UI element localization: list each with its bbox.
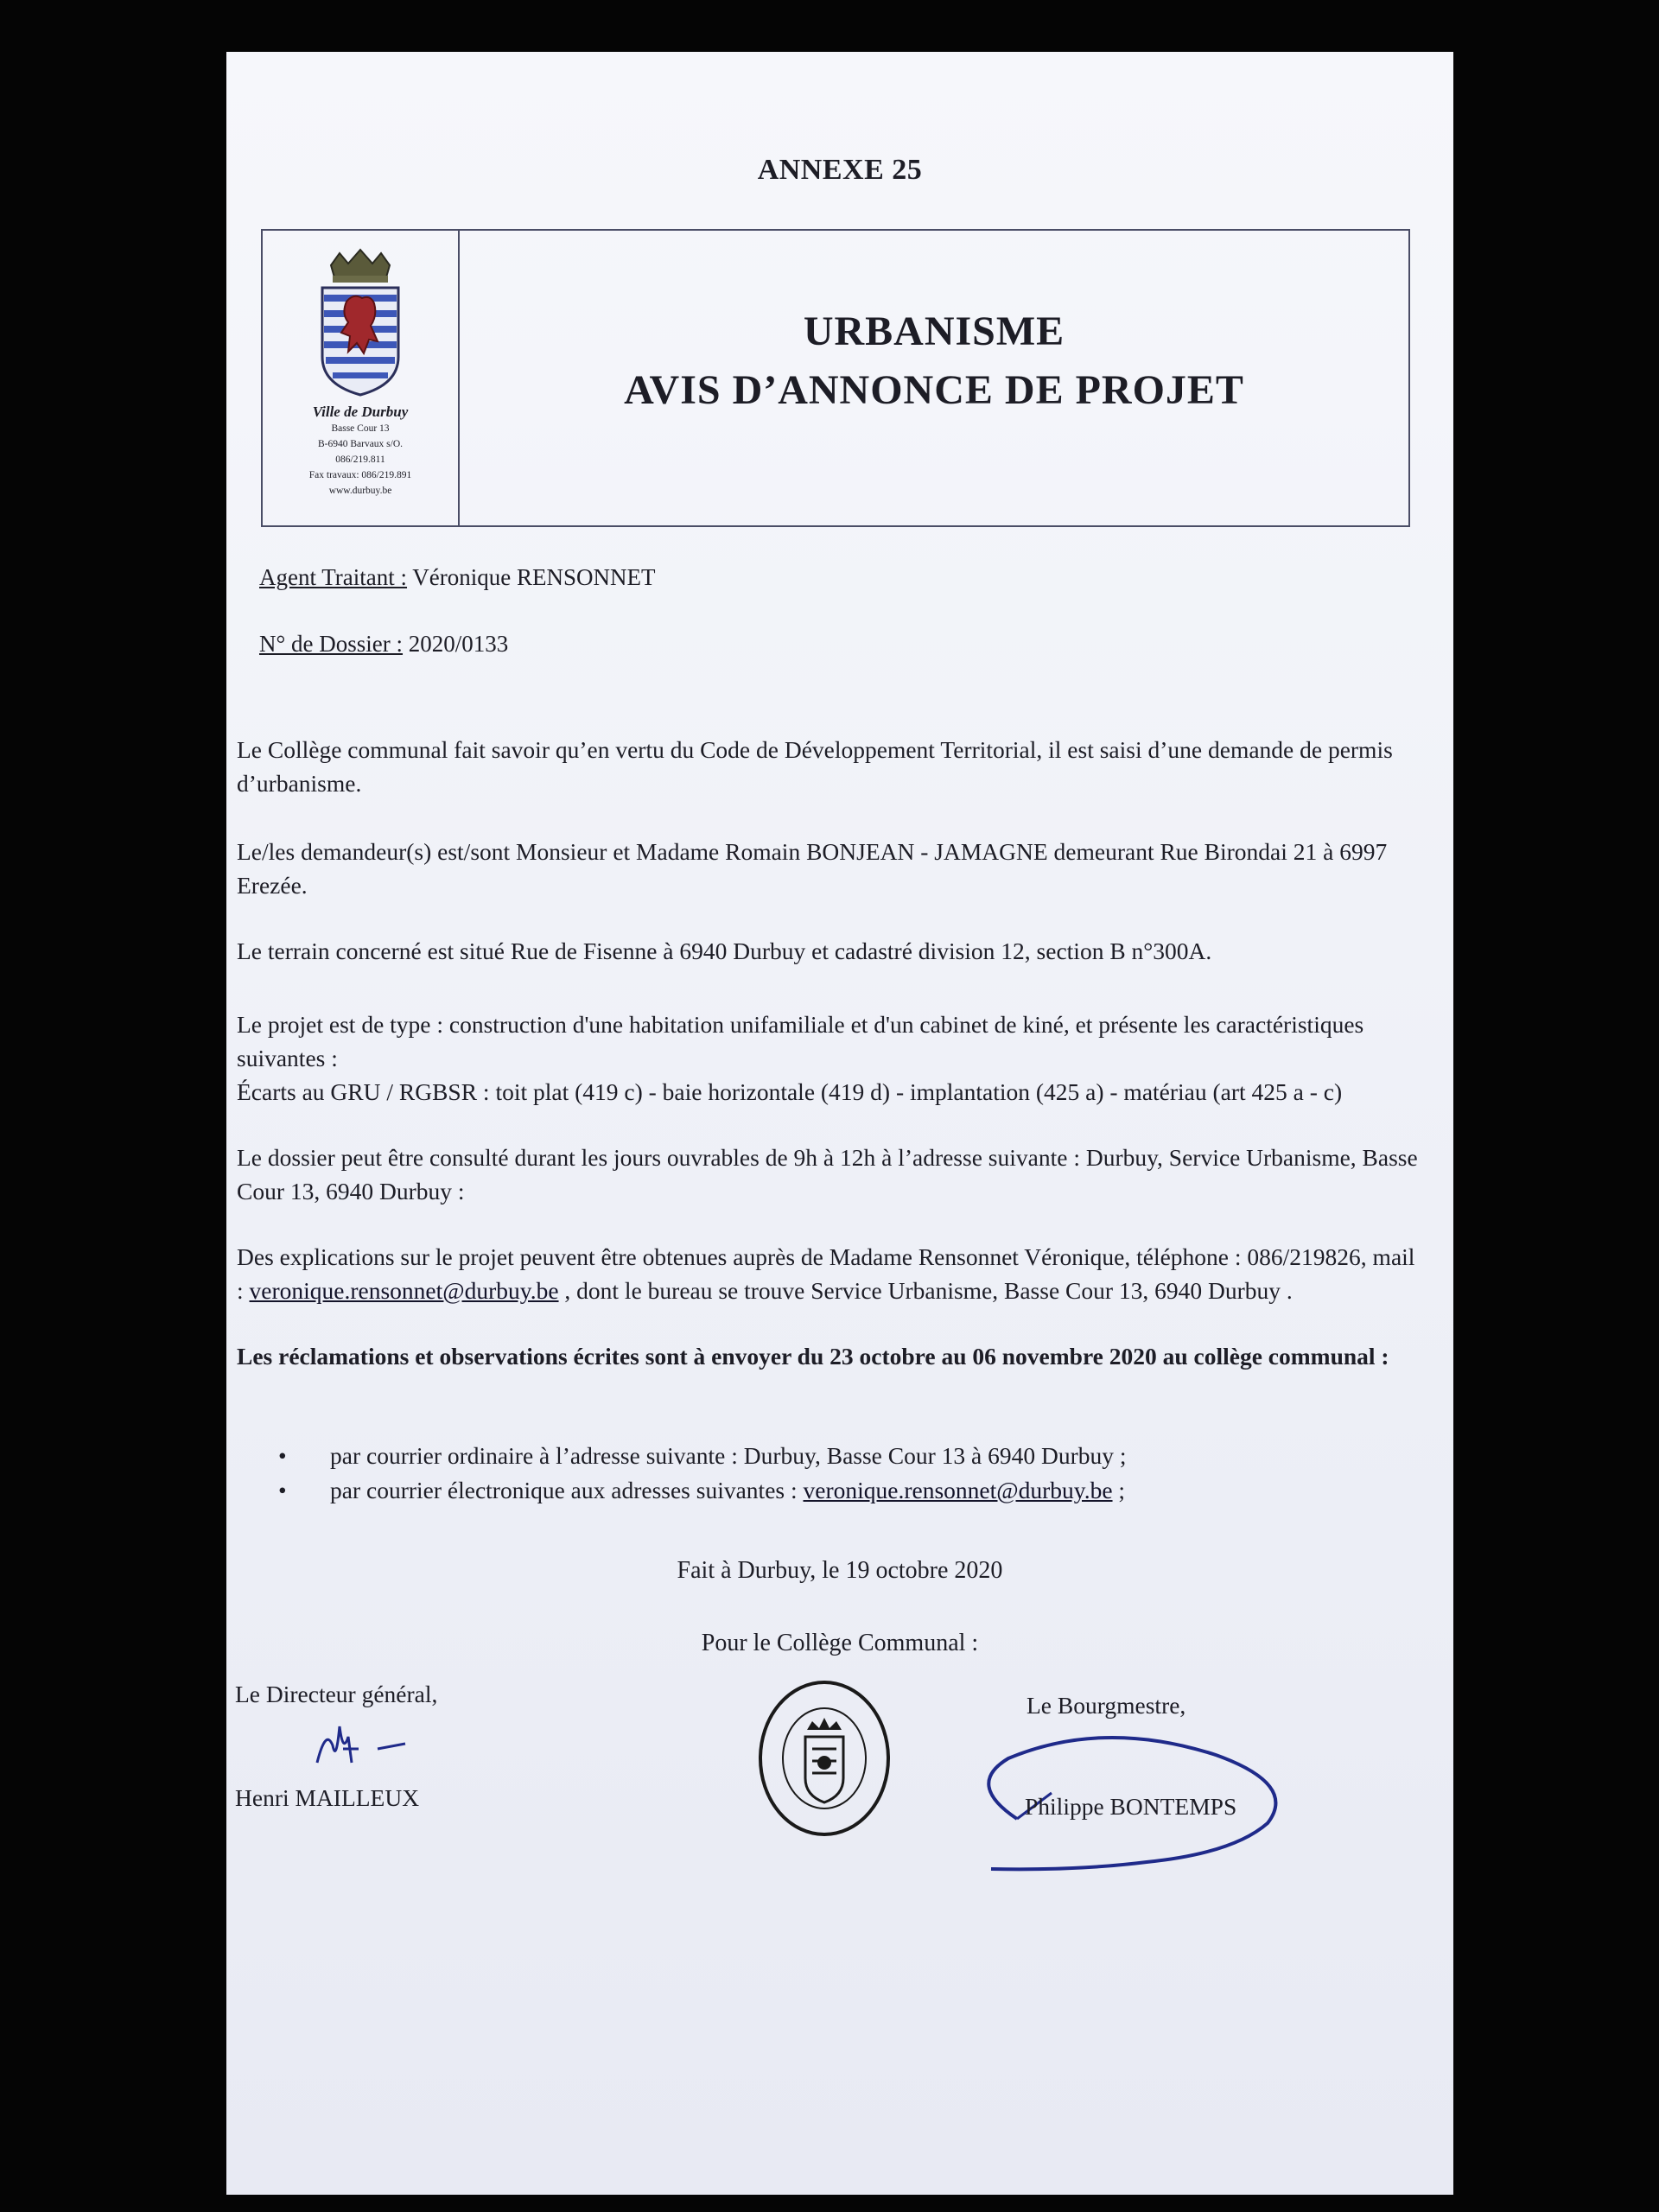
director-signature-icon — [308, 1711, 429, 1771]
paragraph-location — [237, 934, 1421, 968]
fax-number: Fax travaux: 086/219.891 — [308, 470, 412, 480]
municipality-name: Ville de Durbuy — [312, 404, 409, 420]
list-item-text: par courrier ordinaire à l’adresse suivante : Durbuy, Basse Cour 13 à 6940 Durbuy ; — [330, 1442, 1127, 1469]
paragraph-claims — [237, 1339, 1421, 1373]
mayor-name: Philippe BONTEMPS — [1025, 1793, 1237, 1820]
mayor-title: Le Bourgmestre, — [1027, 1692, 1186, 1719]
paragraph-text: Le Collège communal fait savoir qu’en vertu du Code de Développement Territorial, il est saisi d’une demande de permis d’urbanisme. — [237, 736, 1393, 797]
email-link[interactable]: veronique.rensonnet@durbuy.be — [803, 1477, 1113, 1503]
address-line-1: Basse Cour 13 — [331, 423, 390, 434]
place-date: Fait à Durbuy, le 19 octobre 2020 — [677, 1557, 1003, 1584]
agent-label: Agent Traitant : — [259, 564, 408, 590]
list-item-text-end: ; — [1112, 1477, 1126, 1503]
header-box — [261, 229, 1410, 527]
phone-number: 086/219.811 — [335, 454, 385, 465]
title-line-1: URBANISME — [803, 308, 1065, 354]
coat-of-arms-icon — [314, 246, 407, 398]
agent-value: Véronique RENSONNET — [412, 564, 656, 590]
director-title: Le Directeur général, — [235, 1681, 438, 1707]
bullet-icon: • — [278, 1477, 287, 1503]
website: www.durbuy.be — [328, 486, 392, 496]
paragraph-project-type — [237, 1007, 1421, 1109]
paragraph-text: Les réclamations et observations écrites sont à envoyer du 23 octobre au 06 novembre 2020 au collège communal : — [237, 1343, 1389, 1370]
paragraph-text — [237, 1240, 1421, 1307]
bullet-icon: • — [278, 1442, 287, 1469]
director-name: Henri MAILLEUX — [235, 1784, 420, 1811]
paragraph-intro — [237, 733, 1421, 800]
paragraph-consultation — [237, 1141, 1421, 1208]
paragraph-text: Le terrain concerné est situé Rue de Fisenne à 6940 Durbuy et cadastré division 12, section B n°300A. — [237, 938, 1212, 964]
list-item-text-pre: par courrier électronique aux adresses suivantes : — [330, 1477, 804, 1503]
paragraph-text: Le/les demandeur(s) est/sont Monsieur et Madame Romain BONJEAN - JAMAGNE demeurant Rue Birondai 21 à 6997 Erezée. — [237, 838, 1388, 899]
municipal-seal-icon — [755, 1676, 893, 1840]
claims-list — [278, 1439, 1402, 1508]
address-line-2: B-6940 Barvaux s/O. — [317, 439, 404, 449]
contact-text: Des explications sur le projet peuvent être obtenues auprès de Madame Rensonnet Véronique, téléphone : 086/219826, mail : — [237, 1243, 1415, 1304]
dossier-value: 2020/0133 — [408, 631, 509, 657]
document-title — [460, 231, 1408, 525]
paragraph-applicants — [237, 835, 1421, 902]
list-item — [278, 1473, 1402, 1508]
contact-text-end: , dont le bureau se trouve Service Urbanisme, Basse Cour 13, 6940 Durbuy . — [558, 1277, 1293, 1304]
paragraph-text: Le projet est de type : construction d'une habitation unifamiliale et d'un cabinet de kiné, et présente les caractéristiques suivantes : — [237, 1011, 1364, 1071]
college-line: Pour le Collège Communal : — [701, 1630, 979, 1656]
title-line-2: AVIS D’ANNONCE DE PROJET — [624, 366, 1244, 413]
paragraph-contact — [237, 1240, 1421, 1307]
list-item-text — [330, 1473, 1125, 1508]
dossier-label: N° de Dossier : — [259, 631, 404, 657]
deviations-text: Écarts au GRU / RGBSR : toit plat (419 c) - baie horizontale (419 d) - implantation (425 a) - matériau (art 425 a - c) — [237, 1078, 1343, 1105]
list-item — [278, 1439, 1402, 1473]
paragraph-text: Le dossier peut être consulté durant les jours ouvrables de 9h à 12h à l’adresse suivante : Durbuy, Service Urbanisme, Basse Cour 13, 6940 Durbuy : — [237, 1144, 1418, 1205]
dossier-line — [259, 631, 508, 658]
municipality-logo-block — [263, 231, 460, 525]
email-link[interactable]: veronique.rensonnet@durbuy.be — [249, 1277, 559, 1304]
document-page — [226, 52, 1453, 2195]
agent-line — [259, 564, 656, 591]
annexe-label: ANNEXE 25 — [757, 154, 923, 186]
